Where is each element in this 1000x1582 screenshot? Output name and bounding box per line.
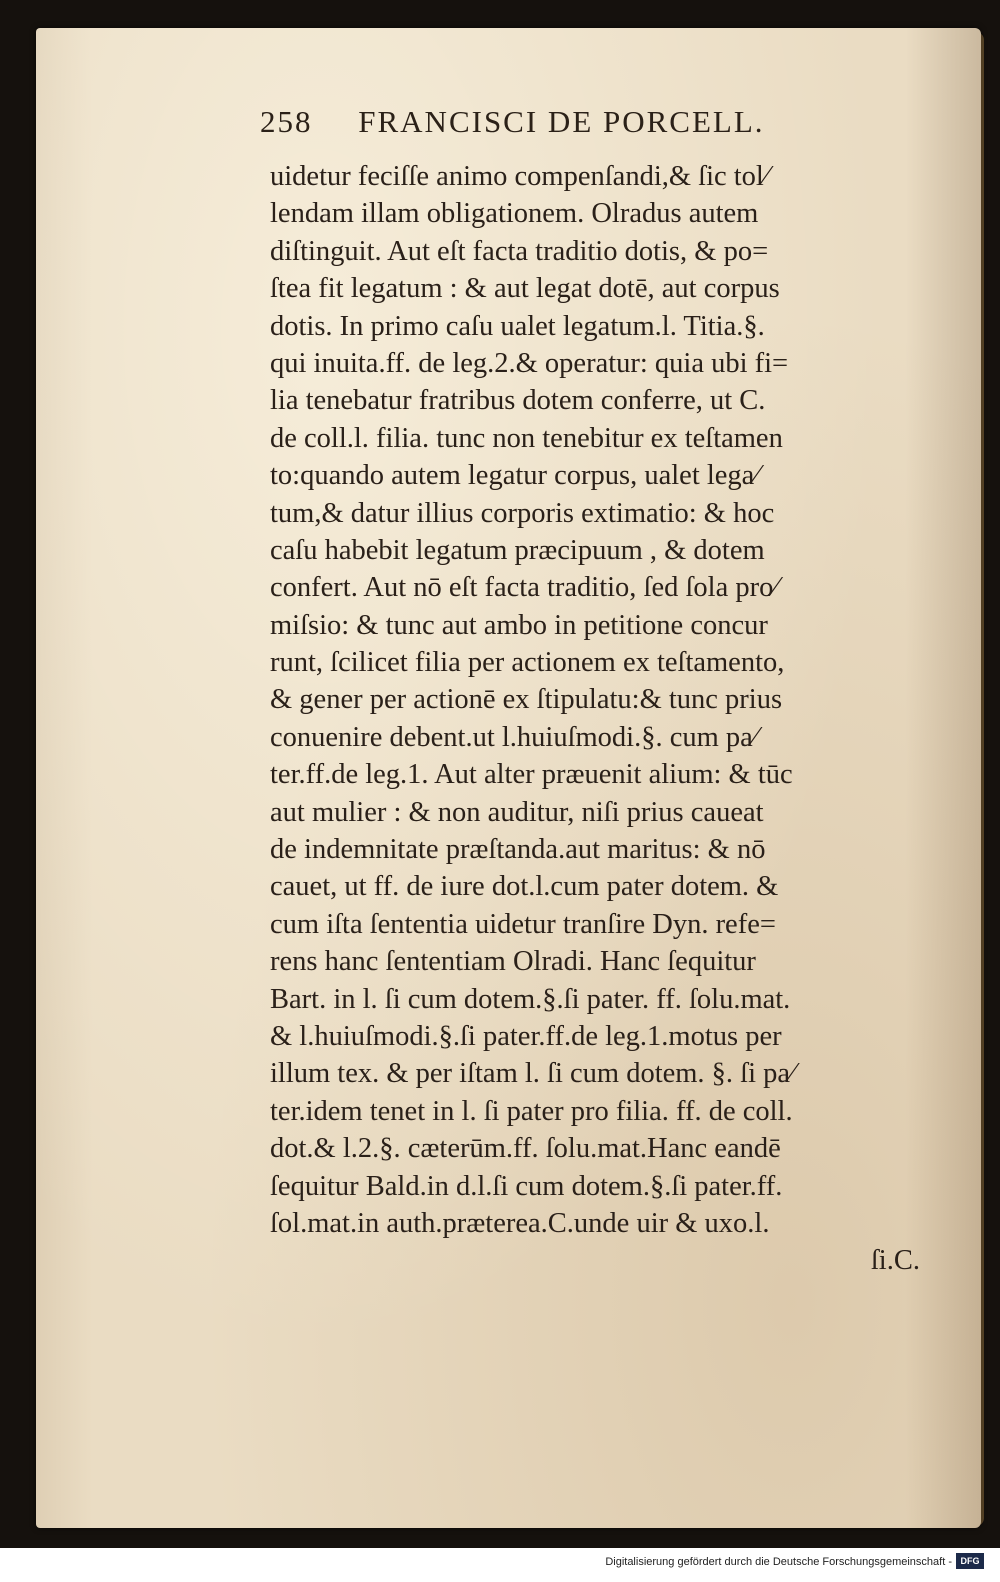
text-line: ter.ff.de leg.1. Aut alter præuenit alium: & tūc: [270, 759, 793, 791]
text-line: illum tex. & per iſtam l. ſi cum dotem. §. ſi pa⁄: [270, 1058, 795, 1090]
text-line: miſsio: & tunc aut ambo in petitione concur: [270, 609, 768, 641]
text-line: ſtea fit legatum : & aut legat dotē, aut corpus: [270, 273, 780, 305]
text-line: ter.idem tenet in l. ſi pater pro filia. ff. de coll.: [270, 1095, 793, 1127]
page-number: 258: [260, 104, 313, 139]
text-line: cum iſta ſententia uidetur tranſire Dyn. refe=: [270, 908, 776, 940]
text-line: rens hanc ſententiam Olradi. Hanc ſequitur: [270, 946, 756, 978]
body-text: [270, 158, 930, 1280]
text-line: dot.& l.2.§. cæterūm.ff. ſolu.mat.Hanc eandē: [270, 1133, 781, 1165]
running-title: FRANCISCI DE PORCELL.: [358, 104, 765, 139]
text-line: caſu habebit legatum præcipuum , & dotem: [270, 534, 765, 566]
text-line: uidetur feciſſe animo compenſandi,& ſic tol⁄: [270, 161, 769, 192]
text-line: confert. Aut nō eſt facta traditio, ſed ſola pro⁄: [270, 572, 779, 604]
text-line: diſtinguit. Aut eſt facta traditio dotis, & po=: [270, 235, 769, 267]
text-line: qui inuita.ff. de leg.2.& operatur: quia ubi fi=: [270, 347, 789, 379]
text-line: ſol.mat.in auth.præterea.C.unde uir & uxo.l.: [270, 1207, 770, 1239]
text-line: de indemnitate præſtanda.aut maritus: & nō: [270, 834, 766, 866]
text-line: dotis. In primo caſu ualet legatum.l. Titia.§.: [270, 310, 765, 342]
text-line: lendam illam obligationem. Olradus autem: [270, 198, 759, 230]
text-line: lia tenebatur fratribus dotem conferre, ut C.: [270, 385, 766, 417]
text-line: conuenire debent.ut l.huiuſmodi.§. cum pa⁄: [270, 721, 758, 753]
text-line: de coll.l. filia. tunc non tenebitur ex teſtamen: [270, 422, 783, 454]
catchword: ſi.C.: [870, 1245, 920, 1277]
digitization-credit: Digitalisierung gefördert durch die Deutsche Forschungsgemeinschaft -: [605, 1556, 952, 1568]
dfg-logo-icon: DFG: [956, 1553, 984, 1569]
page-header: [260, 104, 860, 140]
text-line: to:quando autem legatur corpus, ualet lega⁄: [270, 460, 760, 492]
text-line: & l.huiuſmodi.§.ſi pater.ff.de leg.1.motus per: [270, 1020, 782, 1052]
text-line: tum,& datur illius corporis extimatio: & hoc: [270, 497, 775, 529]
text-line: runt, ſcilicet filia per actionem ex teſtamento,: [270, 647, 785, 679]
text-line: ſequitur Bald.in d.l.ſi cum dotem.§.ſi pater.ff.: [270, 1170, 783, 1202]
text-line: cauet, ut ff. de iure dot.l.cum pater dotem. &: [270, 871, 779, 903]
text-line: aut mulier : & non auditur, niſi prius caueat: [270, 796, 764, 828]
text-line: Bart. in l. ſi cum dotem.§.ſi pater. ff. ſolu.mat.: [270, 983, 791, 1015]
text-line: & gener per actionē ex ſtipulatu:& tunc prius: [270, 684, 783, 716]
